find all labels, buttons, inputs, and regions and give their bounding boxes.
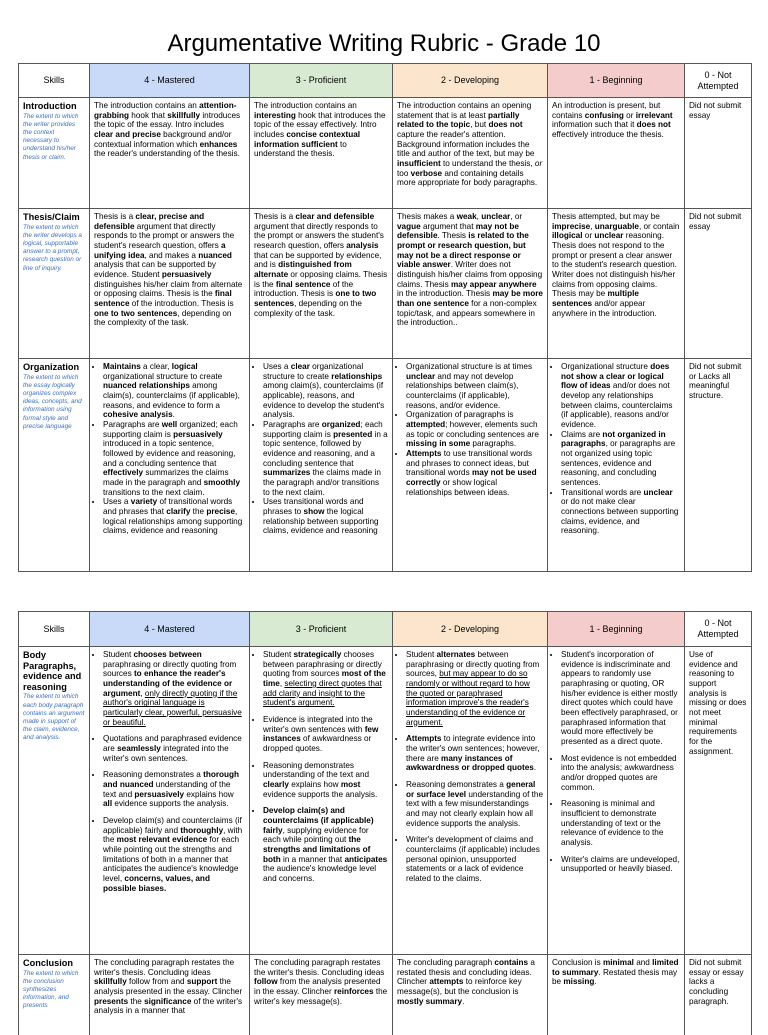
introduction-beginning: An introduction is present, but contains confusing or irrelevant information such that it does not effectively introduce the thesis. bbox=[548, 98, 685, 209]
organization-not-attempted: Did not submit or Lacks all meaningful structure. bbox=[685, 359, 752, 572]
skill-name: Thesis/Claim bbox=[23, 212, 80, 222]
thesis-not-attempted: Did not submit essay bbox=[685, 209, 752, 359]
skill-description: The extent to which the writer develops a logical, supportable answer to a prompt, research question or line of inquiry. bbox=[23, 223, 82, 272]
organization-proficient: • Uses a clear organizational structure to create relationships among claim(s), counterclaims (if applicable), reasons, and evidence to develop the student's analysis. • Paragraphs are organized; each supporting claim is presented in a topic sentence, followed by evidence and reasoning, and a concluding sentence that summarizes the claims made in the paragraph and/or transitions to the next claim. • Uses transitional words and phrases to show the logical relationship between supporting claims, evidence and reasoning bbox=[250, 359, 393, 572]
row-organization bbox=[19, 359, 752, 572]
skill-description: The extent to which the essay logically organizes complex ideas, concepts, and information using formal style and precise language bbox=[23, 373, 82, 430]
thesis-proficient: Thesis is a clear and defensible argument that directly responds to the prompt or answers the student's research question, offers analysis that can be supported by evidence, and is distinguished from alternate or opposing claims. Thesis is the final sentence of the introduction. Thesis is one to two sentences, depending on the complexity of the task. bbox=[250, 209, 393, 359]
skill-cell bbox=[19, 955, 90, 1035]
developing-header: 2 - Developing bbox=[393, 612, 548, 647]
body-proficient: • Student strategically chooses between paraphrasing or directly quoting from sources most of the time, selecting direct quotes that add clarity and insight to the student's argument. • Evidence is integrated into the writer's own sentences with few instances of awkwardness or dropped quotes. • Reasoning demonstrates understanding of the text and clearly explains how most evidence supports the analysis. • Develop claim(s) and counterclaims (if applicable) fairly, supplying evidence for each while pointing out the strengths and limitations of both in a manner that anticipates the audience's knowledge level and concerns. bbox=[250, 647, 393, 955]
proficient-header: 3 - Proficient bbox=[250, 612, 393, 647]
conclusion-not-attempted: Did not submit essay or essay lacks a concluding paragraph. bbox=[685, 955, 752, 1035]
introduction-not-attempted: Did not submit essay bbox=[685, 98, 752, 209]
thesis-mastered: Thesis is a clear, precise and defensible argument that directly responds to the prompt or answers the student's research question, offers a unifying idea, and makes a nuanced analysis that can be supported by evidence. Student persuasively distinguishes his/her claim from alternate or opposing claims. Thesis is the final sentence of the introduction. Thesis is one to two sentences, depending on the complexity of the task. bbox=[90, 209, 250, 359]
organization-mastered: • Maintains a clear, logical organizational structure to create nuanced relationships among claim(s), counterclaims (if applicable), reasons, and evidence to form a cohesive analysis. • Paragraphs are well organized; each supporting claim is persuasively introduced in a topic sentence, followed by evidence and reasoning, and a concluding sentence that effectively summarizes the claims made in the paragraph and smoothly transitions to the next claim. • Uses a variety of transitional words and phrases that clarify the precise, logical relationships among supporting claims, evidence and reasoning bbox=[90, 359, 250, 572]
skill-name: Body Paragraphs, evidence and reasoning bbox=[23, 650, 82, 692]
skill-cell bbox=[19, 98, 90, 209]
mastered-header: 4 - Mastered bbox=[90, 612, 250, 647]
organization-beginning: • Organizational structure does not show a clear or logical flow of ideas and/or does not develop any relationships between claims, counterclaims (if applicable), reasons and/or evidence. • Claims are not organized in paragraphs, or paragraphs are not organized using topic sentences, evidence and reasoning, and concluding sentences. • Transitional words are unclear or do not make clear connections between supporting claims, evidence, and reasoning. bbox=[548, 359, 685, 572]
header-row bbox=[19, 612, 752, 647]
conclusion-mastered: The concluding paragraph restates the writer's thesis. Concluding ideas skillfully follow from and support the analysis presented in the essay. Clincher presents the significance of the writer's analysis in a manner that bbox=[90, 955, 250, 1035]
body-beginning: • Student's incorporation of evidence is indiscriminate and appears to randomly use paraphrasing or quoting, OR his/her evidence is either mostly direct quotes which could have been effectively paraphrased, or paraphrased information that would more effectively be presented as a direct quote. • Most evidence is not embedded into the analysis; awkwardness and/or dropped quotes are common. • Reasoning is minimal and insufficient to demonstrate understanding of text or the relevance of evidence to the analysis. • Writer's claims are undeveloped, unsupported or heavily biased. bbox=[548, 647, 685, 955]
thesis-developing: Thesis makes a weak, unclear, or vague argument that may not be defensible. Thesis is related to the prompt or research question, but may not be a direct response or viable answer. Writer does not distinguish his/her claims from opposing claims. Thesis may appear anywhere in the introduction. Thesis may be more than one sentence for a non-complex topic/task, and appears somewhere in the introduction.. bbox=[393, 209, 548, 359]
skill-cell bbox=[19, 647, 90, 955]
row-body-paragraphs bbox=[19, 647, 752, 955]
body-mastered: • Student chooses between paraphrasing or directly quoting from sources to enhance the reader's understanding of the evidence or argument, only directly quoting if the author's original language is particularly clear, powerful, persuasive or beautiful. • Quotations and paraphrased evidence are seamlessly integrated into the writer's own sentences. • Reasoning demonstrates a thorough and nuanced understanding of the text and persuasively explains how all evidence supports the analysis. • Develop claim(s) and counterclaims (if applicable) fairly and thoroughly, with the most relevant evidence for each while pointing out the strengths and limitations of both in a manner that anticipates the audience's knowledge level, concerns, values, and possible biases. bbox=[90, 647, 250, 955]
thesis-beginning: Thesis attempted, but may be imprecise, unarguable, or contain illogical or unclear reasoning. Thesis does not respond to the prompt or present a clear answer to the student's research question. Writer does not distinguish his/her claims from opposing claims. Thesis may be multiple sentences and/or appear anywhere in the introduction. bbox=[548, 209, 685, 359]
skill-cell bbox=[19, 359, 90, 572]
conclusion-developing: The concluding paragraph contains a restated thesis and concluding ideas. Clincher attempts to reinforce key message(s), but the conclusion is mostly summary. bbox=[393, 955, 548, 1035]
developing-header: 2 - Developing bbox=[393, 64, 548, 98]
skill-cell bbox=[19, 209, 90, 359]
header-row bbox=[19, 64, 752, 98]
rubric-table-2 bbox=[18, 611, 752, 1035]
row-conclusion bbox=[19, 955, 752, 1035]
beginning-header: 1 - Beginning bbox=[548, 64, 685, 98]
introduction-proficient: The introduction contains an interesting hook that introduces the topic of the essay effectively. Intro includes concise contextual information sufficient to understand the thesis. bbox=[250, 98, 393, 209]
proficient-header: 3 - Proficient bbox=[250, 64, 393, 98]
conclusion-beginning: Conclusion is minimal and limited to summary. Restated thesis may be missing. bbox=[548, 955, 685, 1035]
row-thesis bbox=[19, 209, 752, 359]
skill-name: Organization bbox=[23, 362, 80, 372]
skill-description: The extent to which the writer provides the context necessary to understand his/her thesis or claim. bbox=[23, 112, 79, 161]
organization-developing: • Organizational structure is at times unclear and may not develop relationships between claim(s), counterclaims (if applicable), reasons, and/or evidence. • Organization of paragraphs is attempted; however, elements such as topic or concluding sentences are missing in some paragraphs. • Attempts to use transitional words and phrases to connect ideas, but transitional words may not be used correctly or show logical relationships between ideas. bbox=[393, 359, 548, 572]
skills-header: Skills bbox=[19, 64, 90, 98]
skills-header: Skills bbox=[19, 612, 90, 647]
skill-name: Conclusion bbox=[23, 958, 74, 968]
row-introduction bbox=[19, 98, 752, 209]
not-attempted-header: 0 - Not Attempted bbox=[685, 64, 752, 98]
introduction-developing: The introduction contains an opening statement that is at least partially related to the topic, but does not capture the reader's attention. Background information includes the title and author of the text, but may be insufficient to understand the thesis, or too verbose and containing details more appropriate for body paragraphs. bbox=[393, 98, 548, 209]
body-not-attempted: Use of evidence and reasoning to support analysis is missing or does not meet minimal requirements for the assignment. bbox=[685, 647, 752, 955]
body-developing: • Student alternates between paraphrasing or directly quoting from sources, but may appear to do so randomly or without regard to how the quoted or paraphrased information improve's the reader's understanding of the evidence or argument. • Attempts to integrate evidence into the writer's own sentences; however, there are many instances of awkwardness or dropped quotes. • Reasoning demonstrates a general or surface level understanding of the text with a few misunderstandings and may not clearly explain how all evidence supports the analysis. • Writer's development of claims and counterclaims (if applicable) includes personal opinion, unsupported statements or a lack of evidence related to the claims. bbox=[393, 647, 548, 955]
skill-description: The extent to which each body paragraph contains an argument made in support of the claim, evidence, and analysis. bbox=[23, 693, 85, 742]
introduction-mastered: The introduction contains an attention-grabbing hook that skillfully introduces the topic of the essay. Intro includes clear and precise background and/or contextual information which enhances the reader's understanding of the thesis. bbox=[90, 98, 250, 209]
skill-description: The extent to which the conclusion synthesizes information, and presents bbox=[23, 969, 79, 1010]
page-title: Argumentative Writing Rubric - Grade 10 bbox=[167, 30, 601, 57]
not-attempted-header: 0 - Not Attempted bbox=[685, 612, 752, 647]
rubric-table-1 bbox=[18, 63, 752, 572]
conclusion-proficient: The concluding paragraph restates the writer's thesis. Concluding ideas follow from the analysis presented in the essay. Clincher reinforces the writer's key message(s). bbox=[250, 955, 393, 1035]
beginning-header: 1 - Beginning bbox=[548, 612, 685, 647]
mastered-header: 4 - Mastered bbox=[90, 64, 250, 98]
skill-name: Introduction bbox=[23, 101, 77, 111]
